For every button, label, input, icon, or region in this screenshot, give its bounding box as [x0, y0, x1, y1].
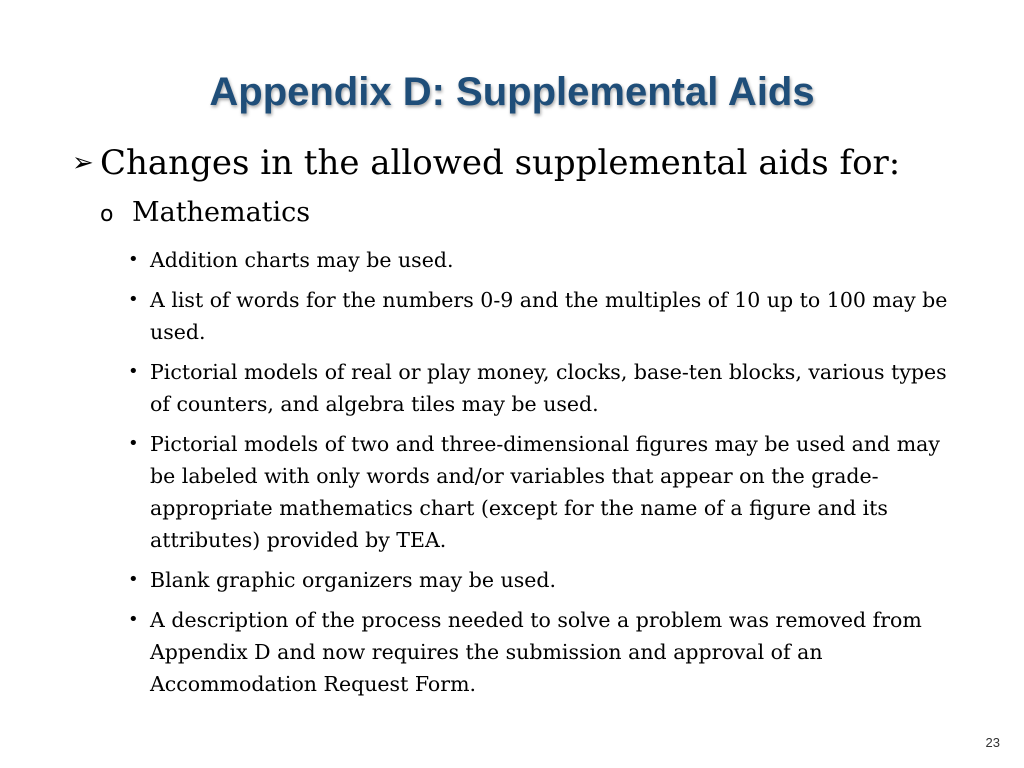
list-item-text: Blank graphic organizers may be used. — [150, 568, 557, 592]
heading-text: Changes in the allowed supplemental aids for: — [100, 143, 901, 183]
subheading-bullet — [100, 194, 310, 234]
heading-bullet — [72, 140, 992, 186]
dot-bullet-icon: • — [128, 609, 139, 630]
dot-bullet-icon: • — [128, 361, 139, 382]
list-item — [128, 356, 960, 420]
bullet-list — [128, 244, 960, 708]
list-item-text: Pictorial models of two and three-dimensional figures may be used and may be labeled with only words and/or variables that appear on the grade-appropriate mathematics chart (except for the name of a figure and its attributes) provided by TEA. — [150, 432, 940, 552]
subheading-text: Mathematics — [132, 197, 311, 228]
list-item — [128, 284, 960, 348]
list-item — [128, 244, 960, 276]
circle-bullet-icon: o — [100, 202, 114, 227]
dot-bullet-icon: • — [128, 289, 139, 310]
list-item — [128, 604, 960, 700]
list-item — [128, 428, 960, 556]
list-item-text: Pictorial models of real or play money, clocks, base-ten blocks, various types of counters, and algebra tiles may be used. — [150, 360, 947, 416]
dot-bullet-icon: • — [128, 569, 139, 590]
dot-bullet-icon: • — [128, 433, 139, 454]
slide-number: 23 — [985, 735, 1000, 750]
arrow-bullet-icon: ➢ — [72, 148, 94, 178]
list-item-text: A description of the process needed to solve a problem was removed from Appendix D and now requires the submission and approval of an Accommodation Request Form. — [150, 608, 922, 696]
list-item-text: Addition charts may be used. — [150, 248, 454, 272]
slide-title: Appendix D: Supplemental Aids — [209, 70, 815, 114]
list-item-text: A list of words for the numbers 0-9 and the multiples of 10 up to 100 may be used. — [150, 288, 948, 344]
list-item — [128, 564, 960, 596]
dot-bullet-icon: • — [128, 249, 139, 270]
